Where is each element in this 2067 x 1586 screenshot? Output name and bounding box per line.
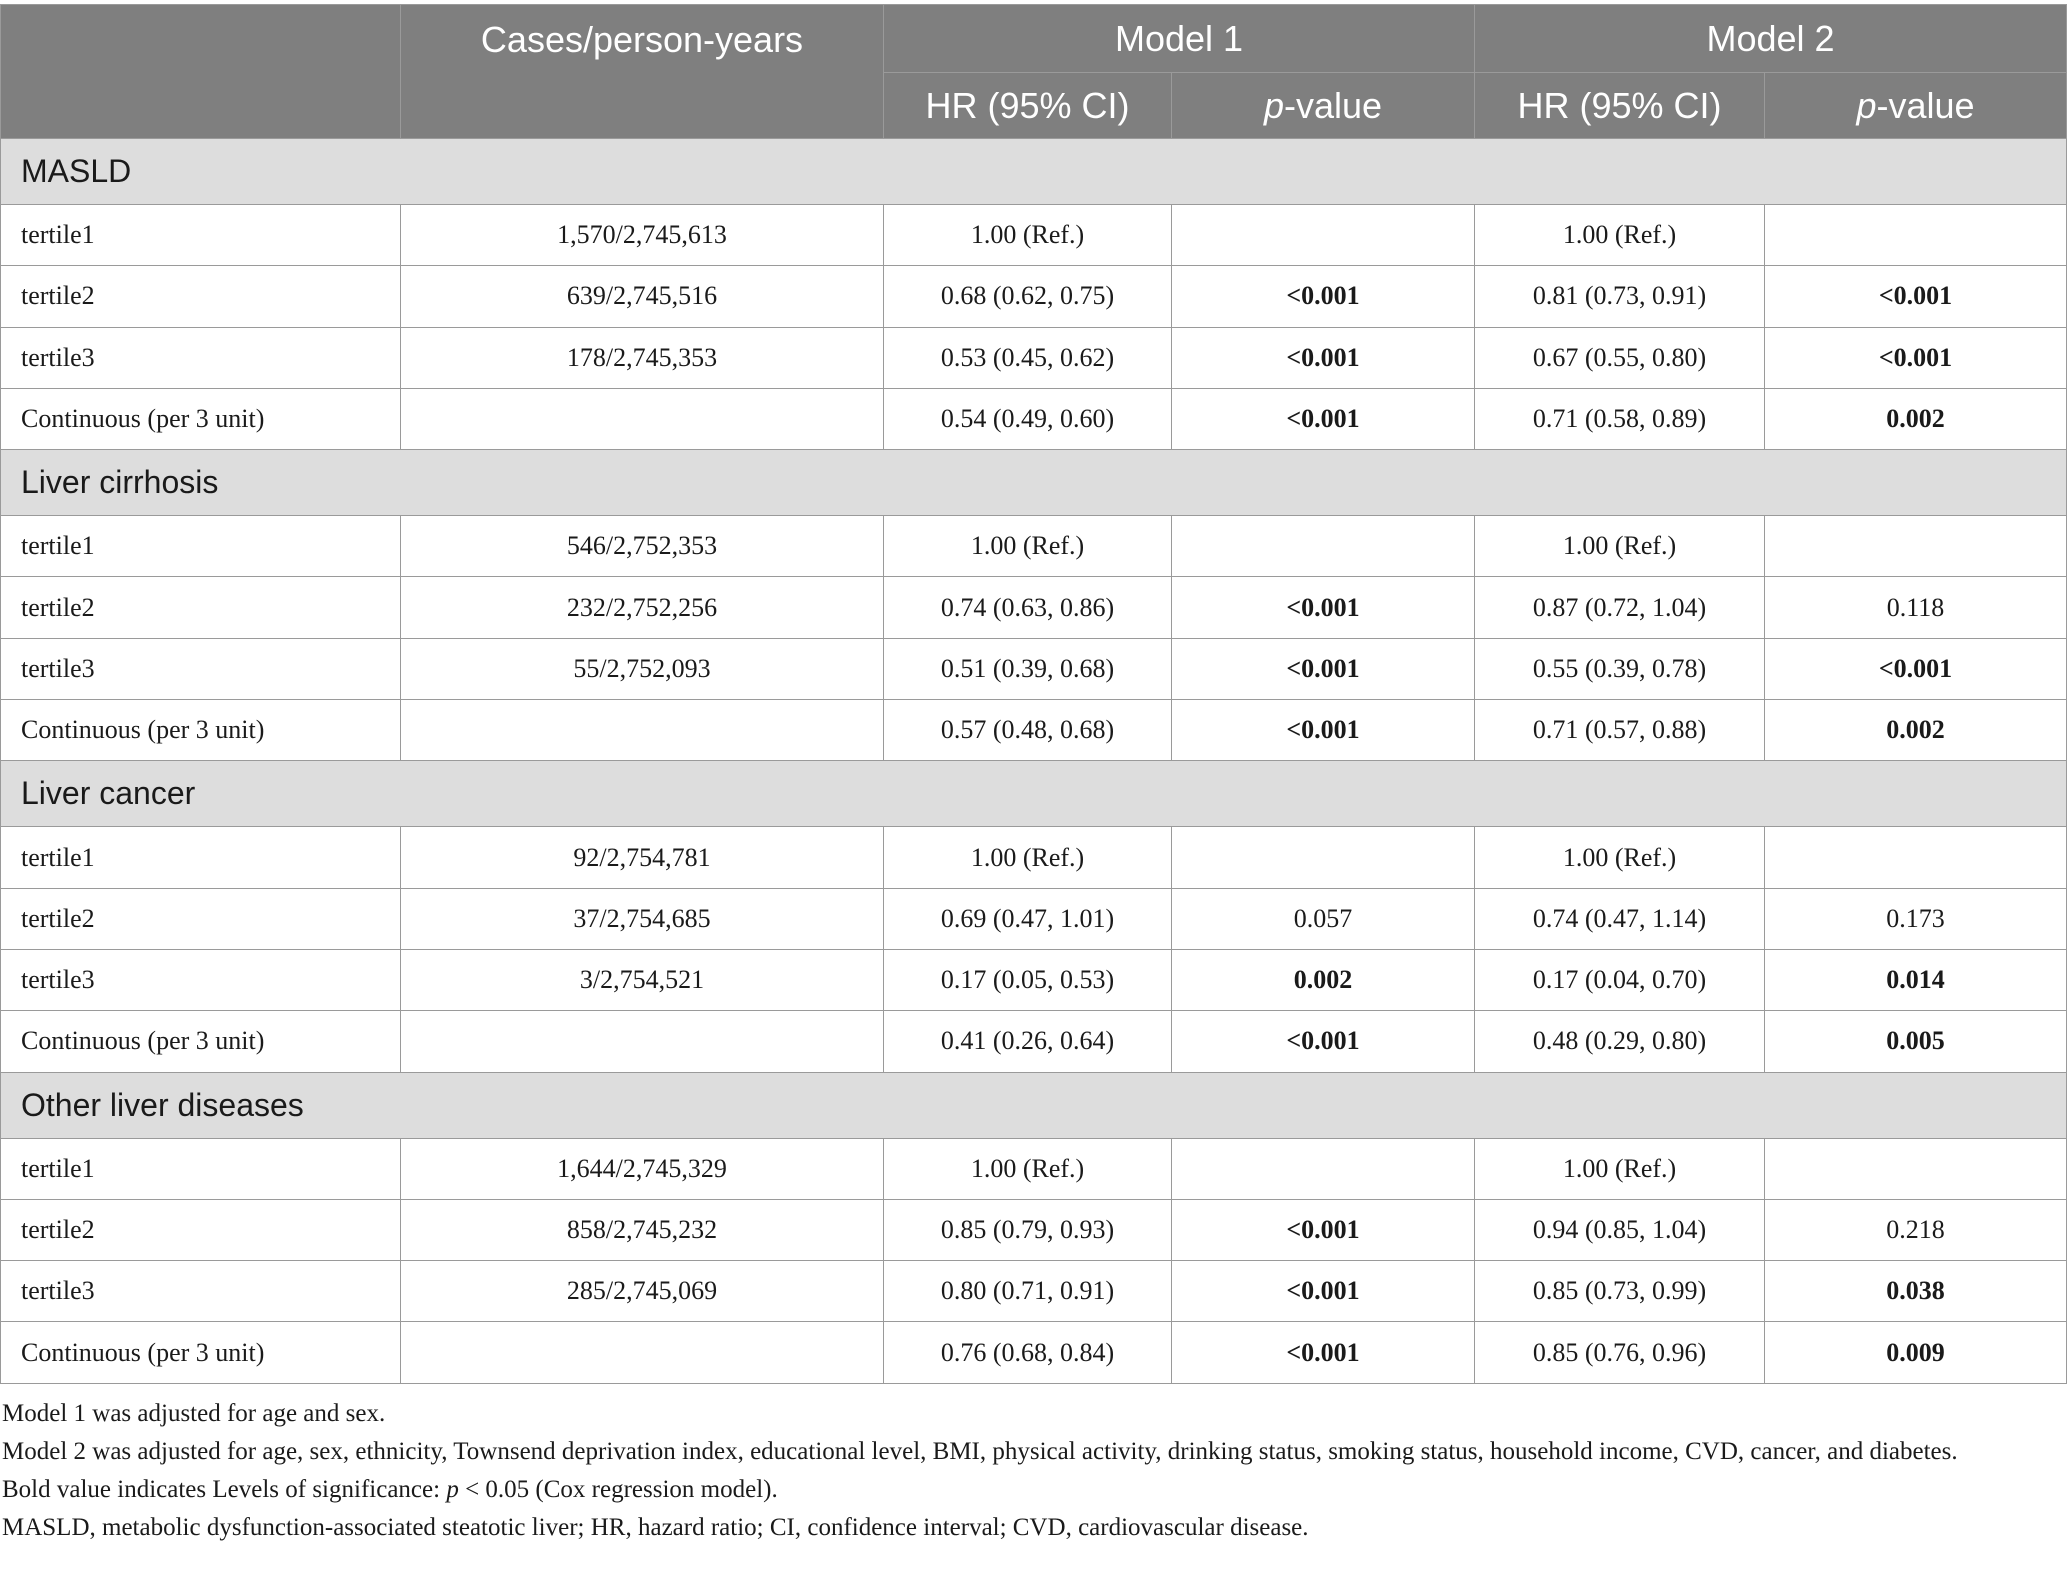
table-row [1, 638, 2067, 699]
table-row [1, 1011, 2067, 1072]
cell-m1-hr: 0.51 (0.39, 0.68) [884, 638, 1172, 699]
table-row [1, 388, 2067, 449]
header-m2-p: p-value [1765, 73, 2067, 139]
cell-m1-hr: 0.74 (0.63, 0.86) [884, 577, 1172, 638]
header-blank-cell [1, 5, 401, 139]
cell-m1-p: <0.001 [1172, 266, 1475, 327]
cell-cases: 858/2,745,232 [401, 1199, 884, 1260]
cell-m2-hr: 0.71 (0.57, 0.88) [1475, 700, 1765, 761]
cell-cases: 1,644/2,745,329 [401, 1138, 884, 1199]
cell-m1-hr: 0.17 (0.05, 0.53) [884, 949, 1172, 1010]
table-row [1, 516, 2067, 577]
row-label: Continuous (per 3 unit) [1, 700, 401, 761]
cell-cases: 178/2,745,353 [401, 327, 884, 388]
cell-cases: 639/2,745,516 [401, 266, 884, 327]
cell-m2-hr: 1.00 (Ref.) [1475, 1138, 1765, 1199]
cell-m1-hr: 1.00 (Ref.) [884, 205, 1172, 266]
cell-m2-hr: 0.67 (0.55, 0.80) [1475, 327, 1765, 388]
header-model2: Model 2 [1475, 5, 2067, 73]
row-label: tertile1 [1, 827, 401, 888]
results-table [0, 4, 2067, 1384]
cell-m1-hr: 0.85 (0.79, 0.93) [884, 1199, 1172, 1260]
table-row [1, 266, 2067, 327]
header-m1-hr: HR (95% CI) [884, 73, 1172, 139]
cell-cases [401, 1011, 884, 1072]
cell-m1-hr: 0.68 (0.62, 0.75) [884, 266, 1172, 327]
table-row [1, 327, 2067, 388]
cell-m1-hr: 0.76 (0.68, 0.84) [884, 1322, 1172, 1383]
cell-m1-hr: 1.00 (Ref.) [884, 827, 1172, 888]
row-label: tertile3 [1, 949, 401, 1010]
table-row [1, 1322, 2067, 1383]
cell-m2-p: <0.001 [1765, 327, 2067, 388]
cell-m2-p: 0.005 [1765, 1011, 2067, 1072]
cell-cases: 1,570/2,745,613 [401, 205, 884, 266]
cell-m2-p: 0.173 [1765, 888, 2067, 949]
cell-m1-p: <0.001 [1172, 700, 1475, 761]
cell-m2-hr: 0.74 (0.47, 1.14) [1475, 888, 1765, 949]
section-title: Liver cirrhosis [1, 450, 2067, 516]
cell-m2-p: 0.038 [1765, 1261, 2067, 1322]
cell-m2-hr: 0.85 (0.76, 0.96) [1475, 1322, 1765, 1383]
footnote-model1: Model 1 was adjusted for age and sex. [2, 1400, 386, 1427]
row-label: tertile1 [1, 516, 401, 577]
cell-m1-p: <0.001 [1172, 1011, 1475, 1072]
cell-m1-p: <0.001 [1172, 1322, 1475, 1383]
table-row [1, 700, 2067, 761]
footnote-significance: Bold value indicates Levels of significance: p < 0.05 (Cox regression model). [2, 1476, 778, 1503]
cell-m2-hr: 0.87 (0.72, 1.04) [1475, 577, 1765, 638]
row-label: tertile3 [1, 638, 401, 699]
header-m1-p: p-value [1172, 73, 1475, 139]
footnote-abbreviations: MASLD, metabolic dysfunction-associated steatotic liver; HR, hazard ratio; CI, confidence interval; CVD, cardiovascular disease. [2, 1514, 1309, 1541]
cell-m1-p [1172, 205, 1475, 266]
row-label: Continuous (per 3 unit) [1, 388, 401, 449]
cell-m1-hr: 0.57 (0.48, 0.68) [884, 700, 1172, 761]
cell-m2-p [1765, 516, 2067, 577]
row-label: tertile3 [1, 1261, 401, 1322]
cell-cases: 92/2,754,781 [401, 827, 884, 888]
table-row [1, 827, 2067, 888]
cell-m1-p: <0.001 [1172, 1199, 1475, 1260]
section-title: MASLD [1, 139, 2067, 205]
cell-m1-p [1172, 1138, 1475, 1199]
cell-cases: 3/2,754,521 [401, 949, 884, 1010]
cell-cases: 37/2,754,685 [401, 888, 884, 949]
table-row [1, 1261, 2067, 1322]
section-title: Liver cancer [1, 761, 2067, 827]
cell-m1-hr: 0.53 (0.45, 0.62) [884, 327, 1172, 388]
header-m2-hr: HR (95% CI) [1475, 73, 1765, 139]
cell-m2-hr: 1.00 (Ref.) [1475, 205, 1765, 266]
table-row [1, 1199, 2067, 1260]
row-label: tertile2 [1, 266, 401, 327]
cell-m1-hr: 0.80 (0.71, 0.91) [884, 1261, 1172, 1322]
cell-m2-hr: 0.85 (0.73, 0.99) [1475, 1261, 1765, 1322]
row-label: tertile1 [1, 1138, 401, 1199]
cell-m1-p: <0.001 [1172, 577, 1475, 638]
row-label: tertile2 [1, 1199, 401, 1260]
table-row [1, 577, 2067, 638]
cell-m2-hr: 1.00 (Ref.) [1475, 516, 1765, 577]
cell-m2-hr: 1.00 (Ref.) [1475, 827, 1765, 888]
footnotes [2, 1395, 2052, 1547]
cell-m1-hr: 0.69 (0.47, 1.01) [884, 888, 1172, 949]
cell-m1-hr: 0.54 (0.49, 0.60) [884, 388, 1172, 449]
cell-m2-p: 0.218 [1765, 1199, 2067, 1260]
cell-m2-p: 0.009 [1765, 1322, 2067, 1383]
footnote-model2: Model 2 was adjusted for age, sex, ethnicity, Townsend deprivation index, educational level, BMI, physical activity, drinking status, smoking status, household income, CVD, cancer, and diabetes. [2, 1438, 1958, 1465]
cell-m2-p [1765, 205, 2067, 266]
row-label: tertile1 [1, 205, 401, 266]
cell-m2-hr: 0.48 (0.29, 0.80) [1475, 1011, 1765, 1072]
cell-m1-p [1172, 516, 1475, 577]
cell-m1-p: 0.057 [1172, 888, 1475, 949]
cell-m1-p [1172, 827, 1475, 888]
table-row [1, 205, 2067, 266]
row-label: tertile3 [1, 327, 401, 388]
cell-m1-hr: 0.41 (0.26, 0.64) [884, 1011, 1172, 1072]
cell-m2-p [1765, 1138, 2067, 1199]
cell-m2-p: 0.002 [1765, 388, 2067, 449]
cell-m2-p: 0.118 [1765, 577, 2067, 638]
cell-cases [401, 700, 884, 761]
row-label: tertile2 [1, 577, 401, 638]
row-label: Continuous (per 3 unit) [1, 1322, 401, 1383]
cell-cases: 232/2,752,256 [401, 577, 884, 638]
cell-cases: 55/2,752,093 [401, 638, 884, 699]
cell-m2-p: <0.001 [1765, 638, 2067, 699]
cell-m2-p: <0.001 [1765, 266, 2067, 327]
cell-m2-hr: 0.71 (0.58, 0.89) [1475, 388, 1765, 449]
cell-m1-p: 0.002 [1172, 949, 1475, 1010]
row-label: tertile2 [1, 888, 401, 949]
row-label: Continuous (per 3 unit) [1, 1011, 401, 1072]
cell-m2-p [1765, 827, 2067, 888]
section-row [1, 139, 2067, 205]
section-row [1, 450, 2067, 516]
cell-m1-p: <0.001 [1172, 638, 1475, 699]
section-title: Other liver diseases [1, 1072, 2067, 1138]
table-row [1, 949, 2067, 1010]
header-cases: Cases/person-years [401, 5, 884, 139]
cell-m1-hr: 1.00 (Ref.) [884, 516, 1172, 577]
cell-m2-p: 0.014 [1765, 949, 2067, 1010]
section-row [1, 761, 2067, 827]
cell-m1-hr: 1.00 (Ref.) [884, 1138, 1172, 1199]
cell-m1-p: <0.001 [1172, 388, 1475, 449]
cell-m2-hr: 0.55 (0.39, 0.78) [1475, 638, 1765, 699]
cell-m1-p: <0.001 [1172, 1261, 1475, 1322]
table-body [1, 139, 2067, 1384]
cell-m1-p: <0.001 [1172, 327, 1475, 388]
cell-cases [401, 1322, 884, 1383]
cell-m2-hr: 0.81 (0.73, 0.91) [1475, 266, 1765, 327]
cell-m2-hr: 0.94 (0.85, 1.04) [1475, 1199, 1765, 1260]
cell-m2-p: 0.002 [1765, 700, 2067, 761]
header-model1: Model 1 [884, 5, 1475, 73]
table-header [1, 5, 2067, 139]
cell-cases: 546/2,752,353 [401, 516, 884, 577]
section-row [1, 1072, 2067, 1138]
table-row [1, 1138, 2067, 1199]
cell-m2-hr: 0.17 (0.04, 0.70) [1475, 949, 1765, 1010]
cell-cases [401, 388, 884, 449]
cell-cases: 285/2,745,069 [401, 1261, 884, 1322]
table-row [1, 888, 2067, 949]
